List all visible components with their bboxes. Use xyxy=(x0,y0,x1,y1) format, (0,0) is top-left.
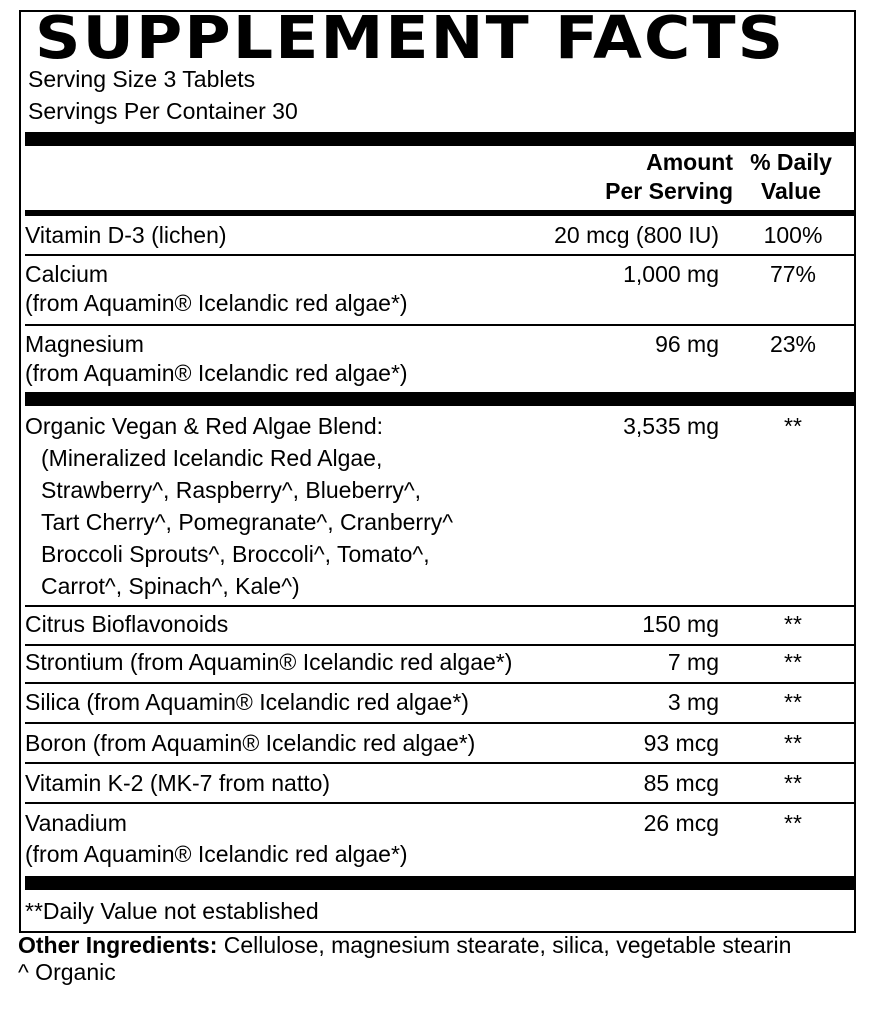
thick-divider xyxy=(25,876,856,890)
blend-name: Organic Vegan & Red Algae Blend: xyxy=(25,413,384,439)
row-divider xyxy=(25,762,856,764)
serving-size: Serving Size 3 Tablets xyxy=(28,66,256,92)
nutrient-daily-value: ** xyxy=(784,611,802,637)
nutrient-name: Citrus Bioflavonoids xyxy=(25,611,229,637)
nutrient-amount: 150 mg xyxy=(642,611,719,637)
nutrient-name: Strontium (from Aquamin® Icelandic red algae*) xyxy=(25,649,513,675)
nutrient-daily-value: ** xyxy=(784,730,802,756)
blend-ingredient-line: Strawberry^, Raspberry^, Blueberry^, xyxy=(41,477,422,503)
nutrient-source: (from Aquamin® Icelandic red algae*) xyxy=(25,290,408,316)
nutrient-name: Vanadium xyxy=(25,810,127,836)
nutrient-name: Vitamin D-3 (lichen) xyxy=(25,222,227,248)
nutrient-name: Boron (from Aquamin® Icelandic red algae*) xyxy=(25,730,476,756)
row-divider xyxy=(25,802,856,804)
dv-header-line1: % Daily xyxy=(750,149,832,175)
nutrient-amount: 3 mg xyxy=(667,689,719,715)
nutrient-daily-value: ** xyxy=(784,689,802,715)
blend-ingredient-line: (Mineralized Icelandic Red Algae, xyxy=(41,445,383,471)
panel-title: SUPPLEMENT FACTS xyxy=(35,3,786,72)
nutrient-name: Vitamin K-2 (MK-7 from natto) xyxy=(25,770,331,796)
amount-header-line2: Per Serving xyxy=(605,178,733,204)
row-divider xyxy=(25,254,856,256)
nutrient-daily-value: 100% xyxy=(763,222,823,248)
dv-header-line2: Value xyxy=(760,178,822,204)
nutrient-amount: 7 mg xyxy=(667,649,719,675)
blend-ingredient-line: Broccoli Sprouts^, Broccoli^, Tomato^, xyxy=(41,541,430,567)
nutrient-name: Calcium xyxy=(25,261,109,287)
row-divider xyxy=(25,605,856,607)
nutrient-name: Magnesium xyxy=(25,331,144,357)
other-ingredients-text: Cellulose, magnesium stearate, silica, vegetable stearin xyxy=(217,932,792,958)
nutrient-source: (from Aquamin® Icelandic red algae*) xyxy=(25,841,408,867)
blend-amount: 3,535 mg xyxy=(623,413,719,439)
nutrient-source: (from Aquamin® Icelandic red algae*) xyxy=(25,360,408,386)
thick-divider xyxy=(25,392,856,406)
amount-header-line1: Amount xyxy=(646,149,733,175)
nutrient-amount: 1,000 mg xyxy=(623,261,719,287)
nutrient-name: Silica (from Aquamin® Icelandic red algae*) xyxy=(25,689,469,715)
nutrient-amount: 20 mcg (800 IU) xyxy=(554,222,719,248)
nutrient-daily-value: ** xyxy=(784,649,802,675)
nutrient-amount: 85 mcg xyxy=(643,770,719,796)
row-divider xyxy=(25,682,856,684)
nutrient-daily-value: 23% xyxy=(769,331,817,357)
nutrient-amount: 26 mcg xyxy=(643,810,719,836)
nutrient-amount: 96 mg xyxy=(655,331,719,357)
nutrient-daily-value: ** xyxy=(784,770,802,796)
thick-divider xyxy=(25,132,856,146)
servings-per-container: Servings Per Container 30 xyxy=(28,98,298,124)
row-divider xyxy=(25,722,856,724)
supplement-facts-panel xyxy=(19,3,856,933)
nutrient-daily-value: 77% xyxy=(769,261,817,287)
blend-daily-value: ** xyxy=(784,413,802,439)
organic-note: ^ Organic xyxy=(18,959,116,985)
blend-ingredient-line: Carrot^, Spinach^, Kale^) xyxy=(41,573,300,599)
nutrient-daily-value: ** xyxy=(784,810,802,836)
row-divider xyxy=(25,324,856,326)
other-ingredients xyxy=(18,932,858,986)
footnote: **Daily Value not established xyxy=(25,898,319,924)
blend-ingredient-line: Tart Cherry^, Pomegranate^, Cranberry^ xyxy=(41,509,454,535)
other-ingredients-label: Other Ingredients: xyxy=(18,932,218,958)
nutrient-amount: 93 mcg xyxy=(643,730,719,756)
medium-divider xyxy=(25,210,856,216)
